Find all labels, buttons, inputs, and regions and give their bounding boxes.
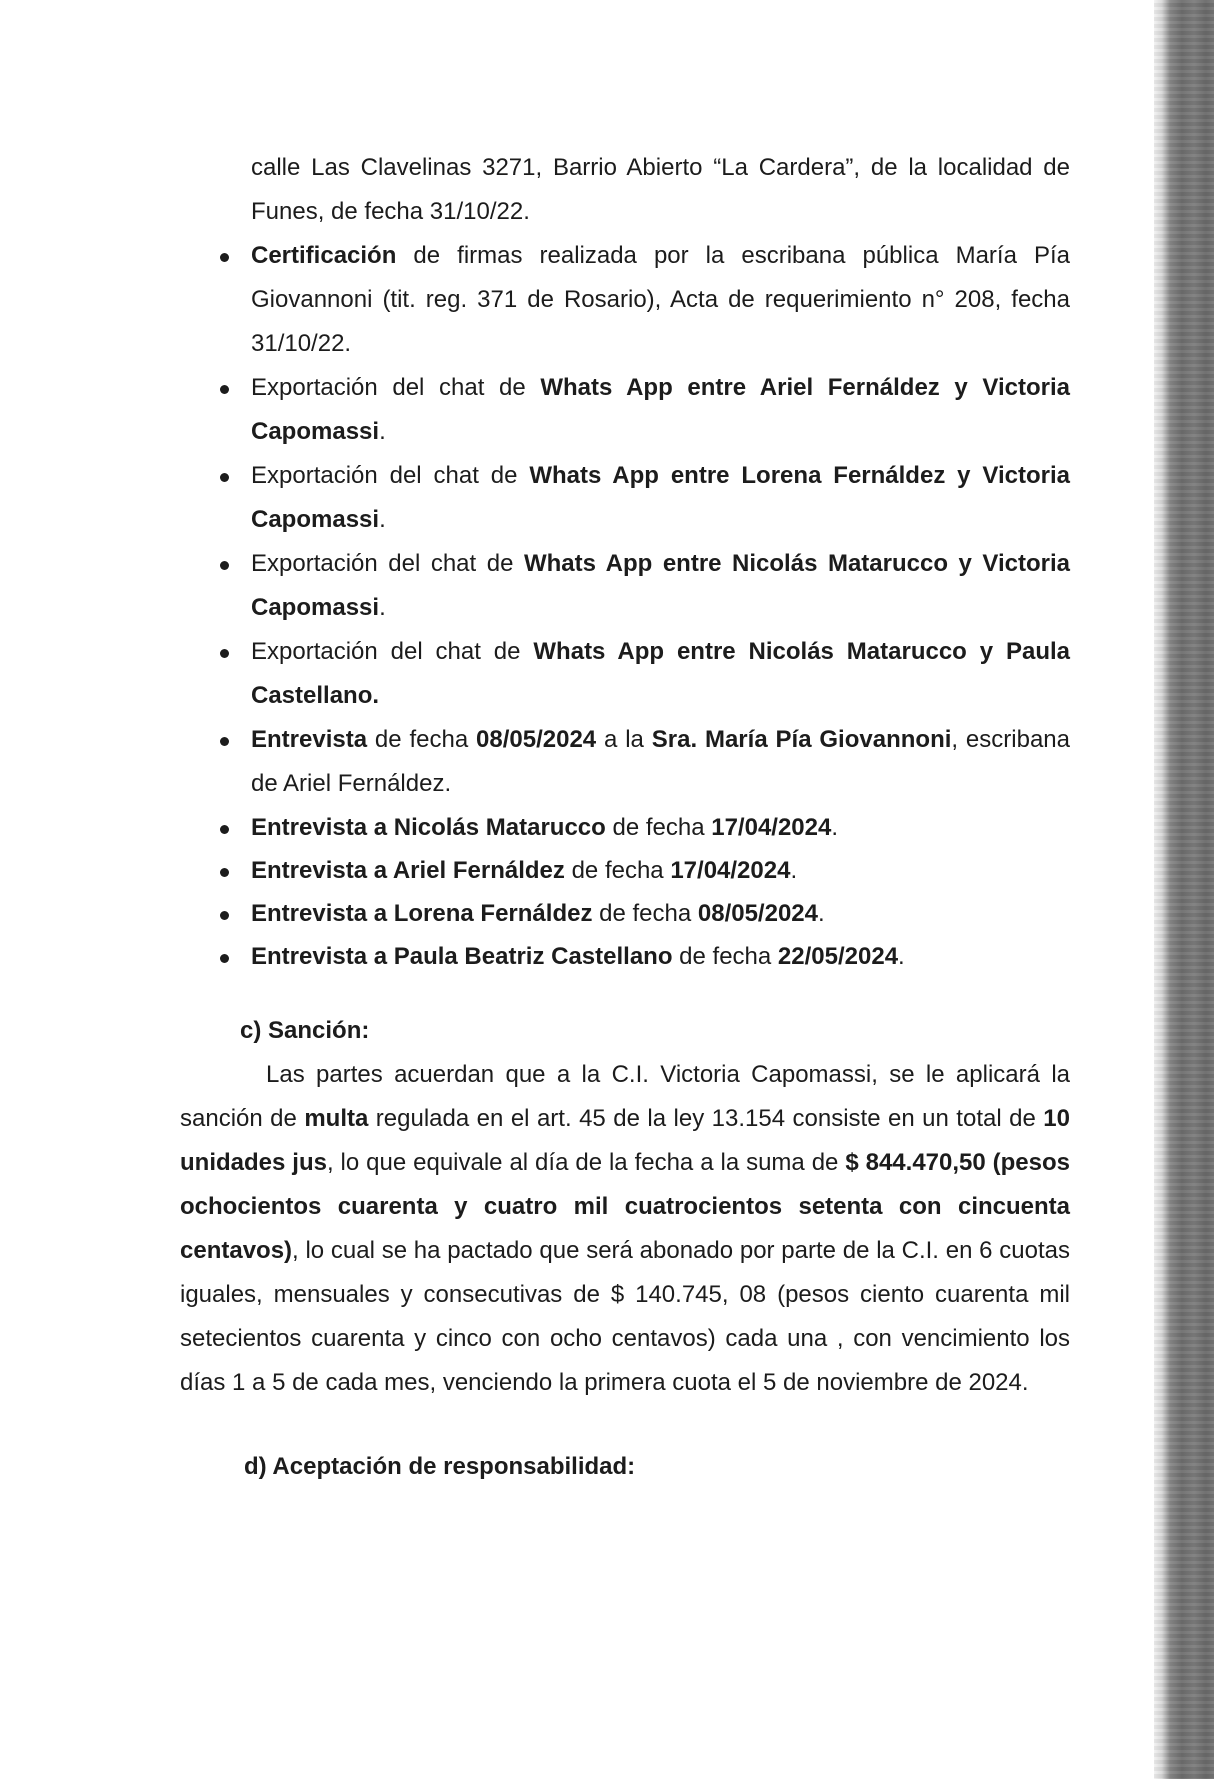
bold-text: Sra. María Pía Giovannoni bbox=[651, 726, 952, 753]
text: , escribana de Ariel Fernáldez. bbox=[251, 726, 1070, 797]
text: . bbox=[831, 814, 839, 841]
text: Las partes acuerdan que a la C.I. Victoria Capomassi, se le aplicará la sanción de bbox=[180, 1061, 1070, 1132]
section-d-title: d) Aceptación de responsabilidad: bbox=[244, 1453, 636, 1480]
evidence-list-item bbox=[180, 630, 1070, 718]
bold-text: 17/04/2024 bbox=[711, 814, 832, 841]
text: , lo cual se ha pactado que será abonado por parte de la C.I. en 6 cuotas iguales, mensuales y consecutivas de $ 140.745, 08 (pesos ciento cuarenta mil setecientos cuarenta y cinco con ocho centavos) cada una , con vencimiento los días 1 a 5 de cada mes, venciendo la primera cuota el 5 de noviembre de 2024. bbox=[180, 1237, 1070, 1396]
bold-text: Certificación bbox=[251, 242, 397, 269]
bold-text: Entrevista a Paula Beatriz Castellano bbox=[251, 943, 673, 970]
bold-text: Entrevista a Ariel Fernáldez bbox=[251, 857, 565, 884]
bullet-icon bbox=[220, 385, 229, 394]
text: regulada en el art. 45 de la ley 13.154 consiste en un total de bbox=[368, 1105, 1044, 1132]
bold-text: Entrevista bbox=[251, 726, 368, 753]
bold-text: Whats App entre Ariel Fernáldez y Victoria Capomassi bbox=[251, 374, 1070, 445]
bold-text: Whats App entre Nicolás Matarucco y Victoria Capomassi bbox=[251, 550, 1071, 621]
evidence-list-item bbox=[180, 454, 1070, 542]
text: de firmas realizada por la escribana pública María Pía Giovannoni (tit. reg. 371 de Rosario), Acta de requerimiento n° 208, fecha 31/10/22. bbox=[251, 242, 1070, 357]
evidence-list-item bbox=[180, 849, 1070, 892]
evidence-list-item bbox=[180, 366, 1070, 454]
text: de fecha bbox=[592, 900, 698, 927]
evidence-list-item bbox=[180, 892, 1070, 935]
text: de fecha bbox=[564, 857, 671, 884]
bold-text: Entrevista a Nicolás Matarucco bbox=[251, 814, 606, 841]
text: Exportación del chat de bbox=[251, 638, 534, 665]
evidence-list bbox=[180, 234, 1070, 978]
bold-text: 08/05/2024 bbox=[476, 726, 597, 753]
text: de fecha bbox=[672, 943, 778, 970]
text: Exportación del chat de bbox=[251, 462, 530, 489]
bullet-icon bbox=[220, 737, 229, 746]
text: de fecha bbox=[367, 726, 477, 753]
evidence-list-item bbox=[180, 718, 1070, 806]
bullet-icon bbox=[220, 253, 229, 262]
bold-text: 17/04/2024 bbox=[670, 857, 791, 884]
text: . bbox=[379, 418, 386, 445]
bold-text: multa bbox=[304, 1105, 369, 1132]
evidence-list-item bbox=[180, 234, 1070, 366]
bullet-icon bbox=[220, 649, 229, 658]
bullet-icon bbox=[220, 911, 229, 920]
text: . bbox=[379, 506, 386, 533]
bold-text: 10 unidades jus bbox=[180, 1105, 1070, 1176]
bold-text: 08/05/2024 bbox=[697, 900, 818, 927]
evidence-list-item bbox=[180, 806, 1070, 849]
text: . bbox=[898, 943, 905, 970]
document-body bbox=[180, 146, 1070, 1489]
bold-text: 22/05/2024 bbox=[777, 943, 899, 970]
continuation-text: calle Las Clavelinas 3271, Barrio Abierto “La Cardera”, de la localidad de Funes, de fecha 31/10/22. bbox=[251, 154, 1070, 225]
evidence-list-item bbox=[180, 935, 1070, 978]
bullet-icon bbox=[220, 954, 229, 963]
continuation-paragraph bbox=[180, 146, 1070, 234]
bold-text: Whats App entre Nicolás Matarucco y Paula Castellano. bbox=[251, 638, 1070, 709]
bullet-icon bbox=[220, 561, 229, 570]
text: . bbox=[818, 900, 825, 927]
bullet-icon bbox=[220, 825, 229, 834]
bullet-icon bbox=[220, 473, 229, 482]
bold-text: Entrevista a Lorena Fernáldez bbox=[251, 900, 593, 927]
bullet-icon bbox=[220, 868, 229, 877]
scan-edge-shadow bbox=[1154, 0, 1214, 1779]
bold-text: $ 844.470,50 (pesos ochocientos cuarenta y cuatro mil cuatrocientos setenta con cincuenta centavos) bbox=[180, 1149, 1070, 1264]
bold-text: Whats App entre Lorena Fernáldez y Victoria Capomassi bbox=[251, 462, 1071, 533]
text: . bbox=[790, 857, 798, 884]
evidence-list-item bbox=[180, 542, 1070, 630]
text: a la bbox=[596, 726, 652, 753]
text: . bbox=[379, 594, 386, 621]
text: , lo que equivale al día de la fecha a la suma de bbox=[326, 1149, 846, 1176]
text: Exportación del chat de bbox=[251, 374, 541, 401]
text: de fecha bbox=[605, 814, 712, 841]
section-c-paragraph bbox=[180, 1053, 1070, 1405]
text: Exportación del chat de bbox=[251, 550, 524, 577]
section-c-title: c) Sanción: bbox=[240, 1017, 370, 1044]
